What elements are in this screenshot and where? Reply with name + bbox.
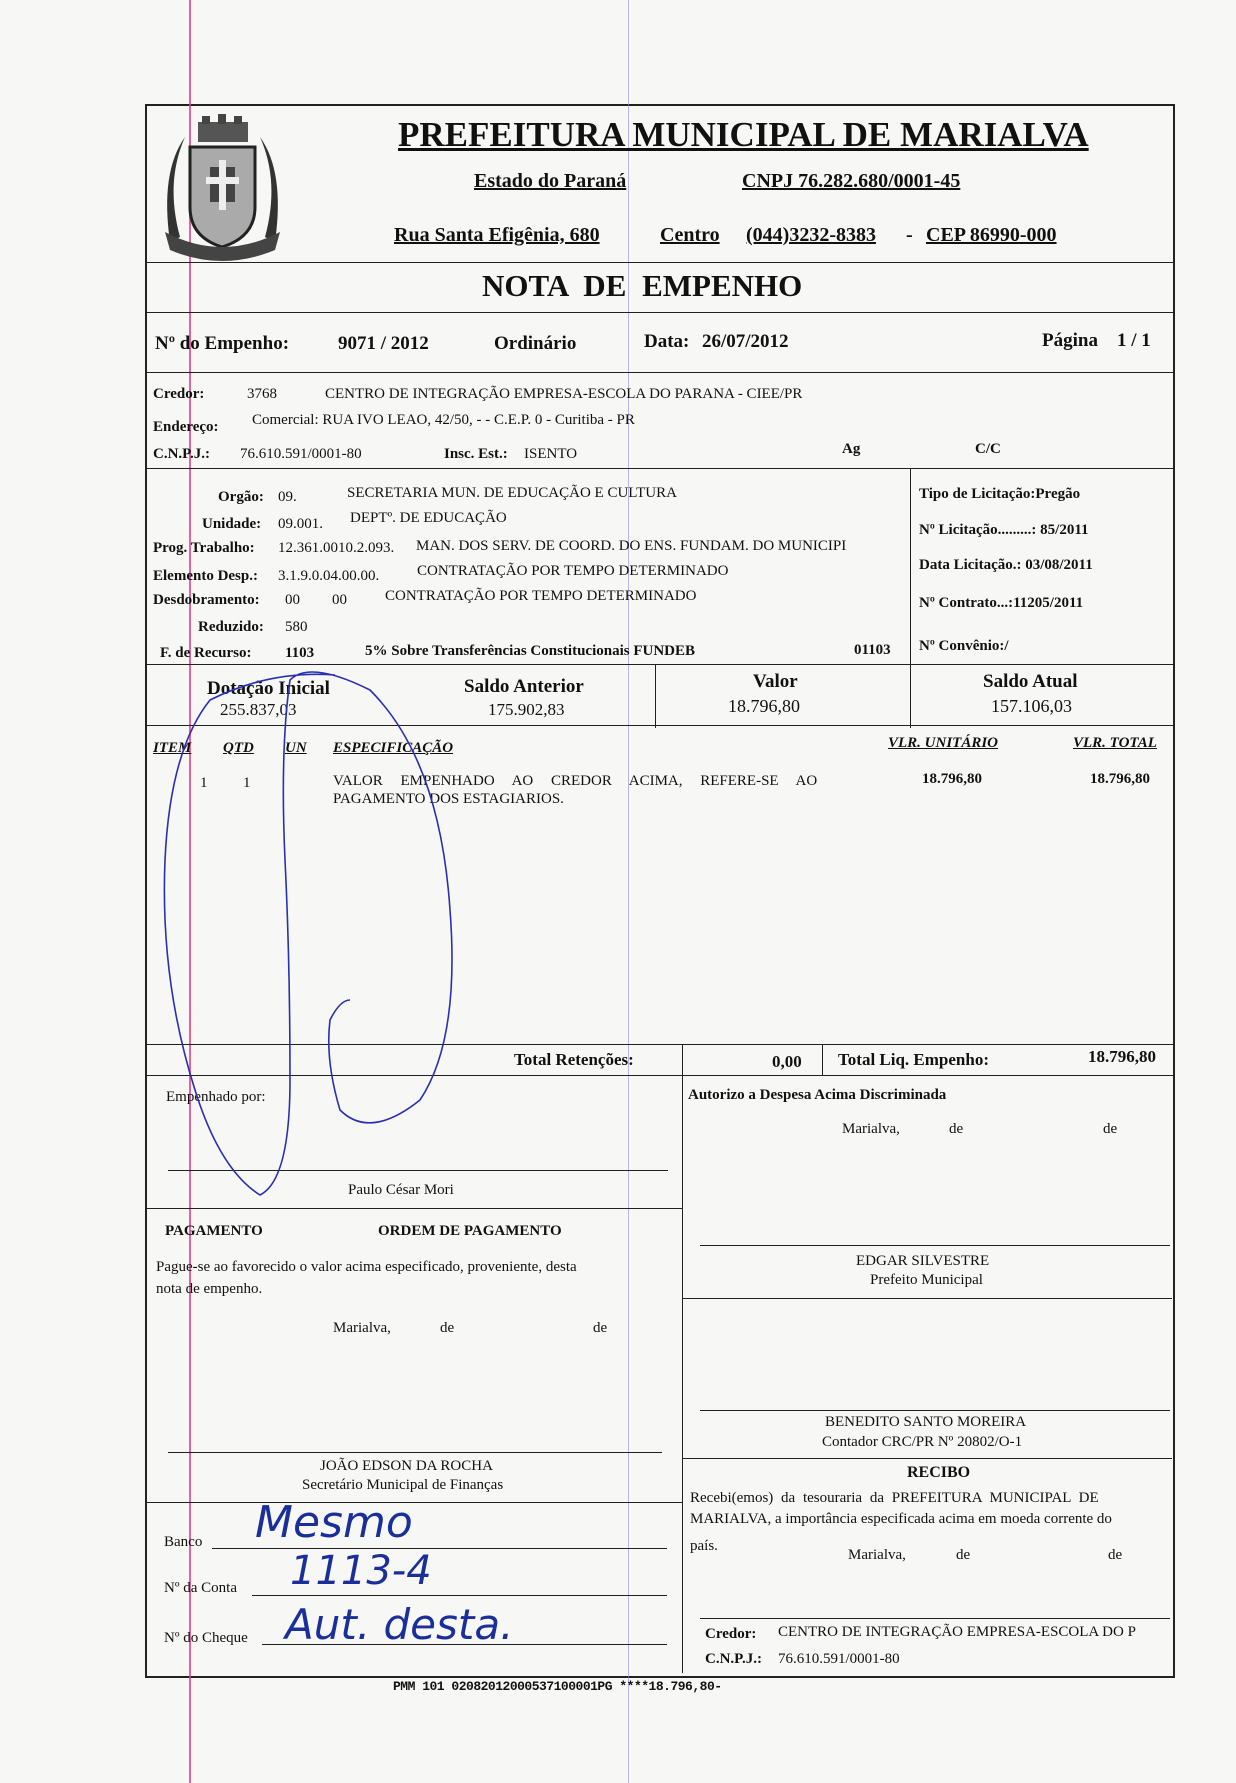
pagamento-city: Marialva,: [333, 1320, 391, 1336]
liq-label: Total Liq. Empenho:: [838, 1050, 989, 1069]
col-unit: VLR. UNITÁRIO: [888, 735, 999, 751]
recurso-value: 5% Sobre Transferências Constitucionais FUNDEB: [365, 643, 696, 659]
empenhado-label: Empenhado por:: [166, 1089, 266, 1105]
divider-vertical: [682, 1075, 683, 1673]
footer-cnpj: 76.610.591/0001-80: [778, 1651, 900, 1667]
licitacao-data: Data Licitação.: 03/08/2011: [919, 557, 1093, 573]
pagamento-text2: nota de empenho.: [156, 1281, 263, 1297]
atual-value: 157.106,03: [991, 696, 1072, 716]
header-cep: CEP 86990-000: [926, 224, 1057, 246]
ordem-label: ORDEM DE PAGAMENTO: [378, 1223, 562, 1239]
liq-value: 18.796,80: [1088, 1047, 1156, 1066]
recibo-city: Marialva,: [848, 1547, 906, 1563]
header-address: Rua Santa Efigênia, 680: [394, 224, 600, 246]
autorizo-de1: de: [949, 1121, 964, 1137]
banco-line: [212, 1548, 667, 1549]
item-total: 18.796,80: [1090, 771, 1150, 787]
header-title: PREFEITURA MUNICIPAL DE MARIALVA: [398, 115, 1089, 154]
recibo-title: RECIBO: [907, 1464, 971, 1481]
credor-cnpj: 76.610.591/0001-80: [240, 446, 362, 462]
pagamento-text1: Pague-se ao favorecido o valor acima especificado, proveniente, desta: [156, 1259, 577, 1275]
desdob-code2: 00: [332, 592, 347, 608]
signature-line: [168, 1452, 662, 1453]
divider: [145, 1208, 683, 1209]
divider: [682, 1458, 1172, 1459]
doc-title: NOTA DE EMPENHO: [482, 268, 803, 303]
autorizo-de2: de: [1103, 1121, 1118, 1137]
recibo-de1: de: [956, 1547, 971, 1563]
prefeito-role: Prefeito Municipal: [870, 1272, 983, 1288]
reduzido-label: Reduzido:: [198, 619, 264, 635]
cheque-label: Nº do Cheque: [164, 1630, 248, 1646]
divider-vertical: [910, 468, 911, 664]
col-qtd: QTD: [223, 740, 254, 756]
contador-name: BENEDITO SANTO MOREIRA: [825, 1414, 1027, 1430]
pagamento-de1: de: [440, 1320, 455, 1336]
col-total: VLR. TOTAL: [1073, 735, 1157, 751]
recibo-de2: de: [1108, 1547, 1123, 1563]
orgao-value: SECRETARIA MUN. DE EDUCAÇÃO E CULTURA: [347, 485, 677, 501]
divider: [682, 1298, 1172, 1299]
licitacao-contrato: Nº Contrato...:11205/2011: [919, 595, 1084, 611]
prefeito-name: EDGAR SILVESTRE: [856, 1253, 990, 1269]
desdob-label: Desdobramento:: [153, 592, 260, 608]
recurso-code: 1103: [285, 645, 315, 661]
insc-label: Insc. Est.:: [444, 446, 508, 462]
item-qtd: 1: [243, 775, 251, 791]
valor-label: Valor: [753, 671, 798, 692]
recibo-text3: país.: [690, 1538, 718, 1554]
endereco-label: Endereço:: [153, 419, 219, 435]
header-dash: -: [906, 224, 913, 246]
header-state: Estado do Paraná: [474, 170, 627, 192]
handwritten-stroke: [140, 660, 520, 1200]
footer-cnpj-label: C.N.P.J.:: [705, 1651, 762, 1667]
header-centro: Centro: [660, 224, 720, 246]
empenho-date-label: Data:: [644, 331, 690, 352]
orgao-label: Orgão:: [218, 489, 264, 505]
contador-role: Contador CRC/PR Nº 20802/O-1: [822, 1434, 1023, 1450]
credor-cnpj-label: C.N.P.J.:: [153, 446, 210, 462]
header-phone: (044)3232-8383: [746, 224, 876, 246]
orgao-code: 09.: [278, 489, 297, 505]
conta-value: 1113-4: [290, 1548, 432, 1594]
pagamento-de2: de: [593, 1320, 608, 1336]
recurso-num: 01103: [854, 642, 891, 658]
retencoes-value: 0,00: [772, 1052, 802, 1071]
licitacao-convenio: Nº Convênio:/: [919, 638, 1009, 654]
unidade-label: Unidade:: [202, 516, 262, 532]
divider-vertical: [822, 1044, 823, 1076]
item-unit: 18.796,80: [922, 771, 982, 787]
signature-line: [700, 1245, 1170, 1246]
coat-of-arms-icon: [150, 112, 295, 262]
anterior-value: 175.902,83: [488, 700, 565, 719]
conta-line: [252, 1595, 667, 1596]
signature-line: [700, 1410, 1170, 1411]
banco-value: Mesmo: [255, 1497, 413, 1548]
prog-value: MAN. DOS SERV. DE COORD. DO ENS. FUNDAM. DO MUNICIPI: [416, 538, 847, 554]
reduzido-value: 580: [285, 619, 308, 635]
conta-label: Nº da Conta: [164, 1580, 237, 1596]
anterior-label: Saldo Anterior: [464, 676, 584, 697]
recurso-label: F. de Recurso:: [160, 645, 252, 661]
divider-vertical: [655, 664, 656, 728]
signature-line: [700, 1618, 1170, 1619]
atual-label: Saldo Atual: [983, 671, 1078, 692]
unidade-code: 09.001.: [278, 516, 323, 532]
divider: [145, 468, 1173, 469]
divider: [145, 1502, 683, 1503]
secretario-role: Secretário Municipal de Finanças: [302, 1477, 504, 1493]
footer-credor-name: CENTRO DE INTEGRAÇÃO EMPRESA-ESCOLA DO P: [778, 1624, 1136, 1640]
banco-label: Banco: [164, 1534, 203, 1550]
autorizo-label: Autorizo a Despesa Acima Discriminada: [688, 1087, 947, 1103]
elemento-value: CONTRATAÇÃO POR TEMPO DETERMINADO: [417, 563, 729, 579]
divider: [145, 312, 1173, 313]
item-desc-line1: VALOR EMPENHADO AO CREDOR ACIMA, REFERE-SE AO: [333, 773, 818, 789]
divider-vertical: [682, 1044, 683, 1076]
divider: [145, 372, 1173, 373]
header-cnpj: CNPJ 76.282.680/0001-45: [742, 170, 961, 192]
col-item: ITEM: [153, 740, 192, 756]
cheque-value: Aut. desta.: [285, 1600, 514, 1649]
dotacao-label: Dotação Inicial: [207, 678, 330, 699]
col-un: UN: [285, 740, 307, 756]
empenho-number: 9071 / 2012: [338, 333, 429, 354]
dotacao-value: 255.837,03: [220, 700, 297, 719]
desdob-code1: 00: [285, 592, 300, 608]
valor-value: 18.796,80: [728, 696, 800, 716]
prog-label: Prog. Trabalho:: [153, 540, 255, 556]
credor-name: CENTRO DE INTEGRAÇÃO EMPRESA-ESCOLA DO PARANA - CIEE/PR: [325, 386, 803, 402]
endereco-value: Comercial: RUA IVO LEAO, 42/50, - - C.E.P. 0 - Curitiba - PR: [252, 412, 635, 428]
empenho-date: 26/07/2012: [702, 331, 789, 352]
divider-vertical: [910, 664, 911, 728]
pagamento-label: PAGAMENTO: [165, 1223, 263, 1239]
retencoes-label: Total Retenções:: [514, 1050, 634, 1069]
licitacao-numero: Nº Licitação.........: 85/2011: [919, 522, 1089, 538]
recibo-text2: MARIALVA, a importância especificada acima em moeda corrente do: [690, 1511, 1112, 1527]
credor-code: 3768: [247, 386, 277, 402]
empenho-label: Nº do Empenho:: [155, 333, 290, 354]
item-desc-line2: PAGAMENTO DOS ESTAGIARIOS.: [333, 791, 564, 807]
empenho-type: Ordinário: [494, 333, 577, 354]
page-number: 1 / 1: [1117, 330, 1151, 351]
elemento-code: 3.1.9.0.04.00.00.: [278, 568, 380, 584]
prog-code: 12.361.0010.2.093.: [278, 540, 395, 556]
divider: [145, 262, 1173, 263]
ag-label: Ag: [842, 441, 861, 457]
recibo-text1: Recebi(emos) da tesouraria da PREFEITURA MUNICIPAL DE: [690, 1490, 1099, 1506]
footer-credor-label: Credor:: [705, 1626, 757, 1642]
page-label: Página: [1042, 330, 1098, 351]
empenhado-name: Paulo César Mori: [348, 1182, 454, 1198]
insc-value: ISENTO: [524, 446, 578, 462]
barcode-text: PMM 101 02082012000537100001PG ****18.796,80-: [393, 1679, 722, 1694]
elemento-label: Elemento Desp.:: [153, 568, 258, 584]
licitacao-tipo: Tipo de Licitação:Pregão: [919, 486, 1081, 502]
cc-label: C/C: [975, 441, 1001, 457]
autorizo-city: Marialva,: [842, 1121, 900, 1137]
secretario-name: JOÃO EDSON DA ROCHA: [320, 1458, 493, 1474]
desdob-value: CONTRATAÇÃO POR TEMPO DETERMINADO: [385, 588, 697, 604]
item-number: 1: [200, 775, 208, 791]
credor-label: Credor:: [153, 386, 205, 402]
col-espec: ESPECIFICAÇÃO: [333, 740, 454, 756]
unidade-value: DEPTº. DE EDUCAÇÃO: [350, 510, 507, 526]
